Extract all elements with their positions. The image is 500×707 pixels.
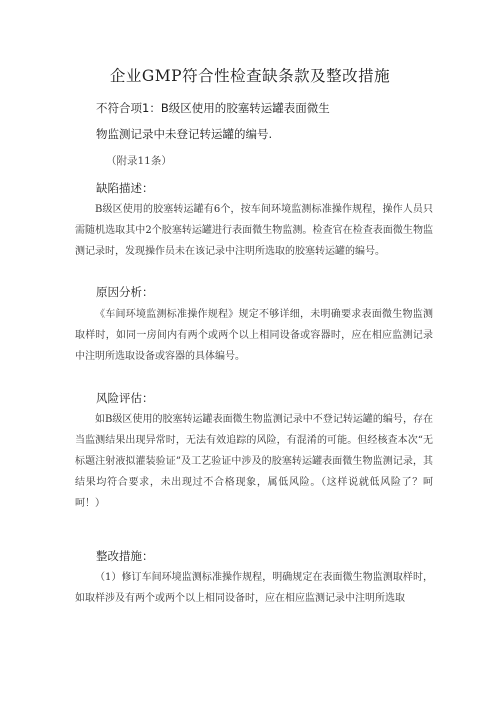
defect-heading: 缺陷描述： [96,181,154,195]
risk-text: 如B级区使用的胶塞转运罐表面微生物监测记录中不登记转运罐的编号，存在当监测结果出现异常时，无法有效追踪的风险，有混淆的可能。但经核查本次“无标题注射液拟灌装验证”及工艺验证中涉及的胶塞转运罐表面微生物监测记录，其结果均符合要求，未出现过不合格现象，属低风险。（这样说就低风险了？呵呵！） [75,414,433,509]
rectification-text: （1）修订车间环境监测标准操作规程，明确规定在表面微生物监测取样时，如取样涉及有两个或两个以上相同设备时，应在相应监测记录中注明所选取 [75,572,433,604]
item-heading-line2: 物监测记录中未登记转运罐的编号. [96,127,273,141]
risk-heading: 风险评估： [96,391,154,405]
document-title: 企业GMP符合性检查缺条款及整改措施 [109,67,391,85]
rectification-heading: 整改措施： [96,549,154,563]
defect-text: B级区使用的胶塞转运罐有6个，按车间环境监测标准操作规程，操作人员只需随机选取其中2个胶塞转运罐进行表面微生物监测。检查官在检查表面微生物监测记录时，发现操作员未在该记录中注明所选取的胶塞转运罐的编号。 [75,204,433,257]
cause-text: 《车间环境监测标准操作规程》规定不够详细，未明确要求表面微生物监测取样时，如同一房间内有两个或两个以上相同设备或容器时，应在相应监测记录中注明所选取设备或容器的具体编号。 [75,309,433,362]
appendix-note: （附录11条） [106,155,172,167]
cause-heading: 原因分析： [96,285,154,299]
item-heading-line1: 不符合项1：B级区使用的胶塞转运罐表面微生 [96,101,330,115]
